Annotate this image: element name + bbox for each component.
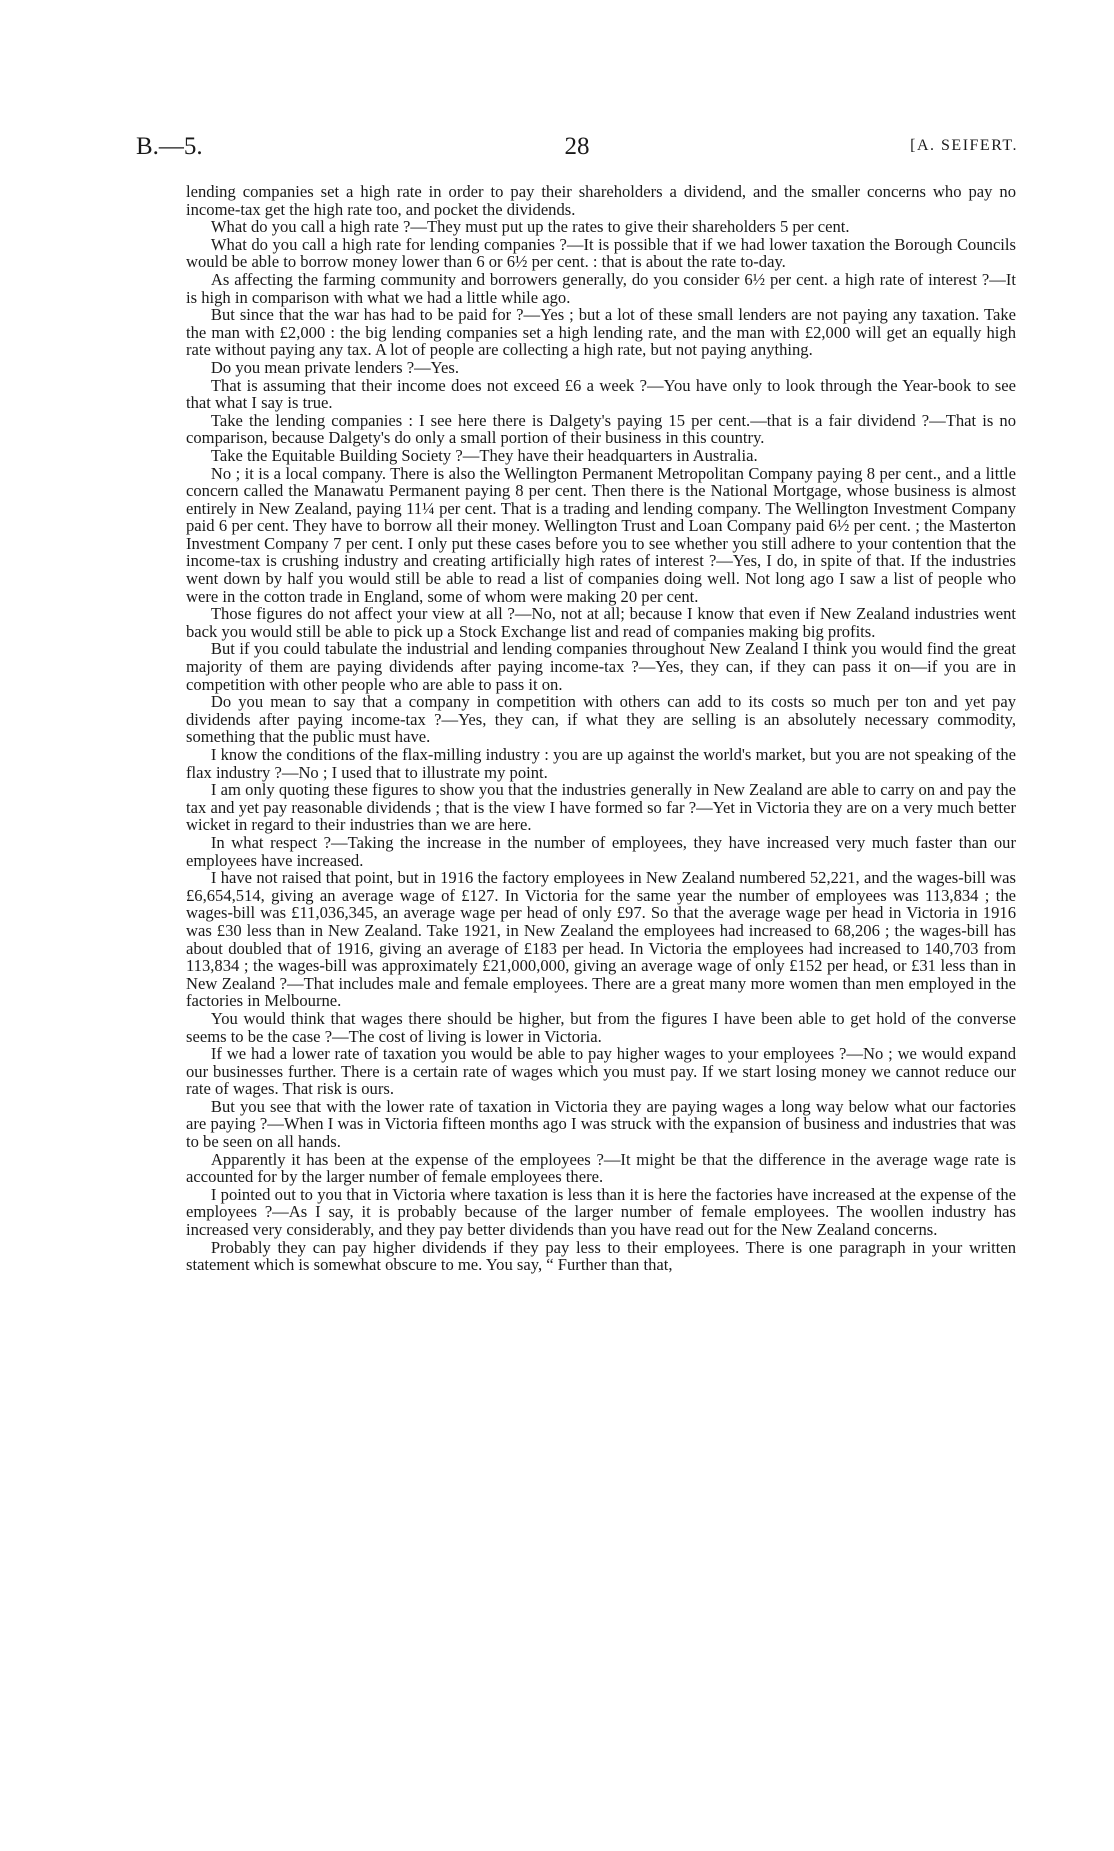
paragraph: That is assuming that their income does not exceed £6 a week ?—You have only to look through the Year-book to see that what I say is true. [186, 375, 1016, 413]
paragraph: But you see that with the lower rate of taxation in Victoria they are paying wages a long way below what our factories are paying ?—When I was in Victoria fifteen months ago I was struck with the expansion of business and industries that was to be seen on all hands. [186, 1096, 1016, 1152]
paragraph: But if you could tabulate the industrial and lending companies throughout New Zealand I think you would find the great majority of them are paying dividends after paying income-tax ?—Yes, they can, if they can pass it on—if you are in competition with other people who are able to pass it on. [186, 639, 1016, 694]
page-header [136, 133, 1018, 163]
paragraph: Take the Equitable Building Society ?—They have their headquarters in Australia. [210, 445, 758, 465]
paragraph: You would think that wages there should be higher, but from the figures I have been able to get hold of the converse seems to be the case ?—The cost of living is lower in Victoria. [186, 1008, 1016, 1046]
paragraph: Take the lending companies : I see here there is Dalgety's paying 15 per cent.—that is a fair dividend ?—That is no comparison, because Dalgety's do only a small portion of their business in this country. [186, 410, 1016, 448]
paragraph: lending companies set a high rate in order to pay their shareholders a dividend, and the smaller concerns who pay no income-tax get the high rate too, and pocket the dividends. [186, 182, 1016, 219]
paragraph: In what respect ?—Taking the increase in the number of employees, they have increased very much faster than our employees have increased. [186, 832, 1016, 870]
paragraph: I am only quoting these figures to show you that the industries generally in New Zealand are able to carry on and pay the tax and yet pay reasonable dividends ; that is the view I have formed so far ?—Yet in Victoria they are on a very much better wicket in regard to their industries than we are here. [186, 780, 1016, 835]
paragraph: I pointed out to you that in Victoria where taxation is less than it is here the factories have increased at the expense of the employees ?—As I say, it is probably because of the larger number of female employees. The woollen industry has increased very considerably, and they pay better dividends than you have read out for the New Zealand concerns. [186, 1184, 1016, 1240]
paragraph: What do you call a high rate ?—They must put up the rates to give their shareholders 5 per cent. [210, 217, 850, 237]
paragraph: Those figures do not affect your view at all ?—No, not at all; because I know that even if New Zealand industries went back you would still be able to pick up a Stock Exchange list and read of companies making big profits. [186, 604, 1016, 641]
paragraph: But since that the war has had to be paid for ?—Yes ; but a lot of these small lenders are not paying any taxation. Take the man with £2,000 : the big lending companies set a high lending rate, and the man with £2,000 will get an equally high rate without paying any tax. A lot of people are collecting a high rate, but not paying anything. [186, 305, 1016, 360]
paragraph: Apparently it has been at the expense of the employees ?—It might be that the difference in the average wage rate is accounted for by the larger number of female employees there. [186, 1149, 1016, 1187]
paragraph: Probably they can pay higher dividends if they pay less to their employees. There is one paragraph in your written statement which is somewhat obscure to me. You say, “ Further than that, [186, 1237, 1016, 1275]
page-number: 28 [564, 133, 590, 160]
paragraph: I have not raised that point, but in 1916 the factory employees in New Zealand numbered 52,221, and the wages-bill was £6,654,514, giving an average wage of £127. In Victoria for the same year the number of employees was 113,834 ; the wages-bill was £11,036,345, an average wage per head of only £97. So that the average wage per head in Victoria in 1916 was £30 less than in New Zealand. Take 1921, in New Zealand the employees had increased to 68,206 ; the wages-bill has about doubled that of 1916, giving an average of £183 per head. In Victoria the employees had increased to 140,703 from 113,834 ; the wages-bill was approximately £21,000,000, giving an average wage of only £152 per head, or £31 less than in New Zealand ?—That includes male and female employees. There are a great many more women than men employed in the factories in Melbourne. [186, 868, 1016, 1011]
witness-name: [A. SEIFERT. [910, 137, 1018, 154]
paragraph: Do you mean to say that a company in competition with others can add to its costs so much per ton and yet pay dividends after paying income-tax ?—Yes, they can, if what they are selling is an absolutely necessary commodity, something that the public must have. [186, 692, 1016, 747]
paragraph: What do you call a high rate for lending companies ?—It is possible that if we had lower taxation the Borough Councils would be able to borrow money lower than 6 or 6½ per cent. : that is about the rate to-day. [186, 234, 1016, 272]
body-text [186, 183, 1016, 1274]
paragraph: No ; it is a local company. There is also the Wellington Permanent Metropolitan Company paying 8 per cent., and a little concern called the Manawatu Permanent paying 8 per cent. Then there is the National Mortgage, whose business is almost entirely in New Zealand, paying 11¼ per cent. That is a trading and lending company. The Wellington Investment Company paid 6 per cent. They have to borrow all their money. Wellington Trust and Loan Company paid 6½ per cent. ; the Masterton Investment Company 7 per cent. I only put these cases before you to see whether you still adhere to your contention that the income-tax is crushing industry and creating artificially high rates of interest ?—Yes, I do, in spite of that. If the industries went down by half you would still be able to read a list of companies doing well. Not long ago I saw a list of people who were in the cotton trade in England, some of whom were making 20 per cent. [186, 463, 1016, 606]
paragraph: If we had a lower rate of taxation you would be able to pay higher wages to your employees ?—No ; we would expand our businesses further. There is a certain rate of wages which you must pay. If we start losing money we cannot reduce our rate of wages. That risk is ours. [186, 1044, 1016, 1099]
parliamentary-paper-reference: B.—5. [136, 133, 203, 160]
paragraph: Do you mean private lenders ?—Yes. [210, 357, 459, 377]
paragraph: As affecting the farming community and borrowers generally, do you consider 6½ per cent. a high rate of interest ?—It is high in comparison with what we had a little while ago. [186, 269, 1016, 307]
paragraph: I know the conditions of the flax-milling industry : you are up against the world's market, but you are not speaking of the flax industry ?—No ; I used that to illustrate my point. [186, 745, 1016, 782]
